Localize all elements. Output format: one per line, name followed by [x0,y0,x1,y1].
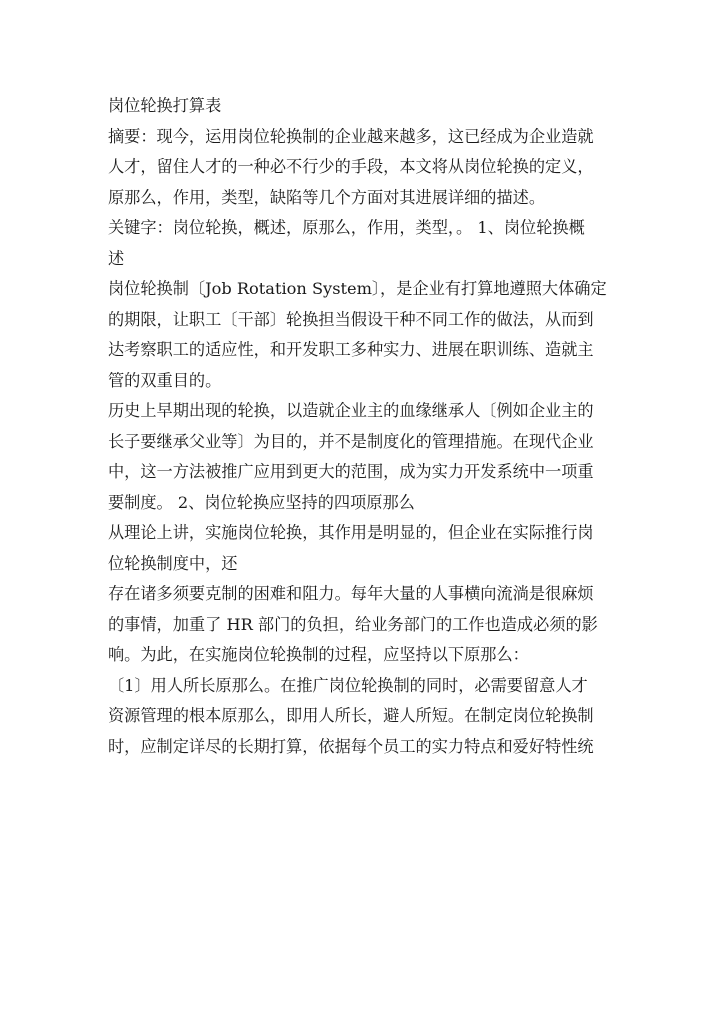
keywords-paragraph [108,213,618,274]
text-line: 原那么，作用，类型，缺陷等几个方面对其进展详细的描述。 [108,187,546,207]
text-line: 达考察职工的适应性，和开发职工多种实力、进展在职训练、造就主 [108,340,594,359]
principle-one-paragraph [108,671,618,763]
definition-paragraph [108,274,618,396]
text-line: 的事情，加重了 HR 部门的负担，给业务部门的工作也造成必须的影 [108,614,598,634]
text-line: 位轮换制度中，还 [108,553,238,573]
history-paragraph [108,396,618,518]
text-line: 管的双重目的。 [108,370,222,390]
document-body [108,91,618,762]
abstract-paragraph [108,122,618,214]
text-line: 资源管理的根本原那么，即用人所长，避人所短。在制定岗位轮换制 [108,706,594,725]
text-line: 响。为此，在实施岗位轮换制的过程，应坚持以下原那么： [108,645,529,664]
difficulty-paragraph [108,579,618,671]
text-line: 中，这一方法被推广应用到更大的范围，成为实力开发系统中一项重 [108,462,594,481]
document-title [108,91,618,122]
text-line: 人才，留住人才的一种必不行少的手段，本文将从岗位轮换的定义， [108,157,594,176]
text-line: 的期限，让职工〔干部〕轮换担当假设干种不同工作的做法，从而到 [108,309,594,329]
text-line: 岗位轮换制〔Job Rotation System〕，是企业有打算地遵照大体确定 [108,279,607,298]
theory-paragraph [108,518,618,579]
text-line: 时，应制定详尽的长期打算，依据每个员工的实力特点和爱好特性统 [108,736,594,756]
title-line: 岗位轮换打算表 [108,96,222,115]
text-line: 摘要：现今，运用岗位轮换制的企业越来越多，这已经成为企业造就 [108,126,594,146]
text-line: 历史上早期出现的轮换，以造就企业主的血缘继承人〔例如企业主的 [108,401,594,420]
text-line: 关键字：岗位轮换，概述，原那么，作用，类型，。 1、岗位轮换概 [108,218,585,237]
text-line: 〔1〕用人所长原那么。在推广岗位轮换制的同时，必需要留意人才 [108,675,588,695]
text-line: 从理论上讲，实施岗位轮换，其作用是明显的，但企业在实际推行岗 [108,523,594,542]
text-line: 存在诸多须要克制的困难和阻力。每年大量的人事横向流淌是很麻烦 [108,584,594,603]
text-line: 长子要继承父业等〕为目的，并不是制度化的管理措施。在现代企业 [108,431,594,451]
text-line: 述 [108,248,125,268]
text-line: 要制度。 2、岗位轮换应坚持的四项原那么 [108,492,415,512]
